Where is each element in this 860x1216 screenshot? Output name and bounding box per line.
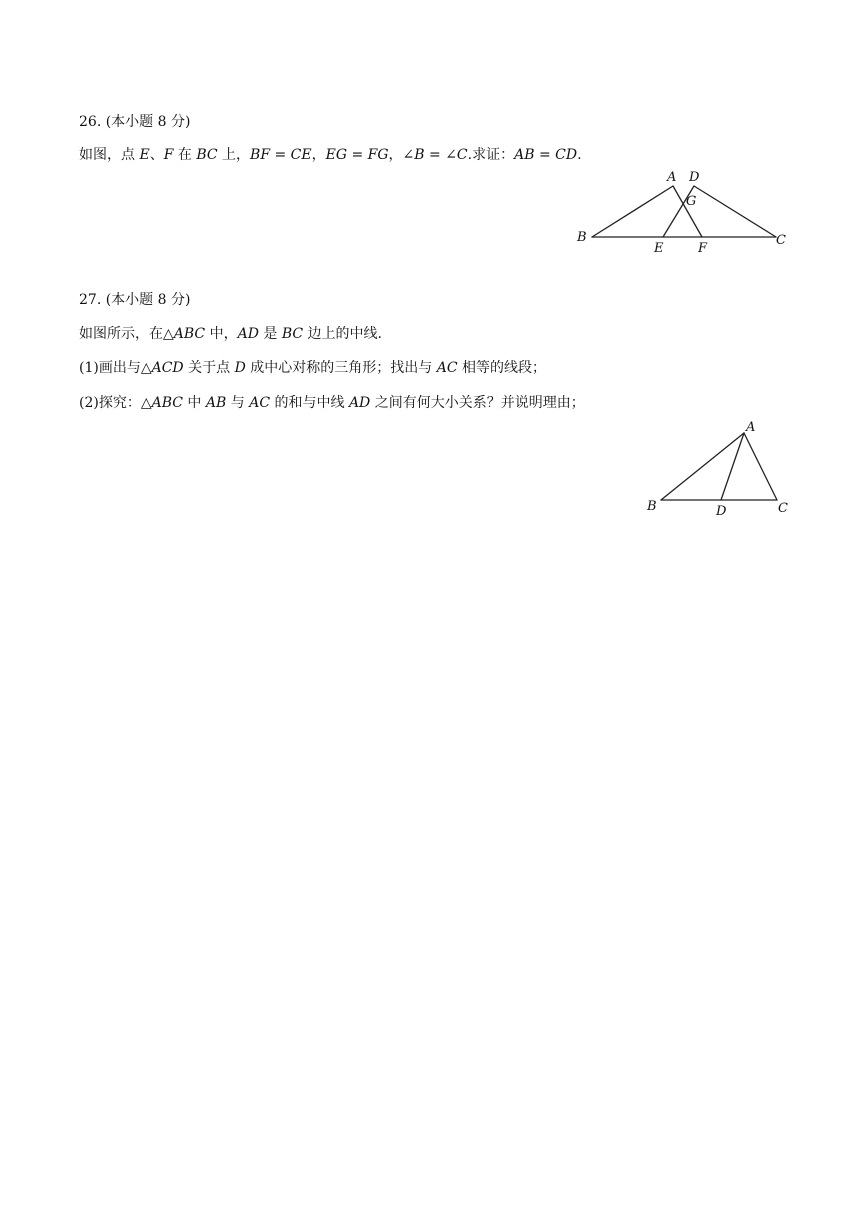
segment-BA [661,433,744,500]
q27-part2-math: AC [249,395,271,411]
point-label-D: D [689,170,700,185]
q26-heading: 26. (本小题 8 分) [79,114,191,130]
q26-stem-text: .求证： [467,147,515,163]
segment-BA [592,186,673,237]
q27-figure [640,415,800,520]
q27-stem-text: 如图所示，在 [79,326,163,342]
point-label-D: D [716,504,727,519]
q27-part1-text: 关于点 [183,360,235,376]
point-label-A: A [667,170,677,185]
q26-stem-text: ， [388,147,403,163]
q27-part2-math: AB [205,395,227,411]
q27-stem [79,325,382,343]
q27-stem-math: BC [281,326,304,342]
q26-stem-math: BC [196,147,218,163]
q27-part1-math: AC [436,360,458,376]
segment-DC [694,186,776,237]
q26-stem [79,146,582,164]
q27-stem-text: 中， [205,326,238,342]
q26-stem-text: 在 [173,147,197,163]
q26-stem-math: AB = CD [514,147,578,163]
q26-stem-math: BF = CE [250,147,312,163]
point-label-B: B [577,230,587,245]
q26-stem-math: F [163,147,174,163]
point-label-C: C [778,501,788,516]
point-label-C: C [776,233,786,248]
q26-figure [570,165,800,260]
q27-part2-math: AD [348,395,371,411]
segment-AC [744,433,777,500]
q27-part1-text: 成中心对称的三角形；找出与 [245,360,437,376]
point-label-B: B [647,499,657,514]
q26-stem-math: EG = FG [325,147,389,163]
point-label-G: G [686,194,697,209]
q27-part2-text: 与 [226,395,250,411]
q27-stem-math: AD [237,326,259,342]
q26-stem-text: 如图，点 [79,147,140,163]
q27-part2-math: △ABC [140,395,183,411]
q27-stem-text: 边上的中线. [303,326,383,342]
q26-stem-text: . [577,147,582,163]
q27-part1-math: D [234,360,246,376]
q27-part2-text: 中 [182,395,206,411]
q27-part2-text: (2)探究： [79,395,141,411]
q26-stem-math: E [139,147,150,163]
q26-stem-text: ， [311,147,326,163]
q26-stem-text: 上， [217,147,251,163]
point-label-F: F [698,241,708,256]
q27-heading: 27. (本小题 8 分) [79,292,191,308]
q27-stem-math: △ABC [163,326,206,342]
q27-part1 [79,359,546,377]
q27-stem-text: 是 [258,326,282,342]
q27-part2-text: 的和与中线 [270,395,349,411]
q26-stem-text: 、 [149,147,164,163]
point-label-A: A [746,420,756,435]
q27-part1-text: 相等的线段； [457,360,546,376]
q27-part2-text: 之间有何大小关系？并说明理由； [370,395,585,411]
point-label-E: E [654,241,664,256]
q26-stem-math: ∠B = ∠C [402,147,468,163]
q27-part1-math: △ACD [140,360,184,376]
q27-part1-text: (1)画出与 [79,360,141,376]
q27-part2 [79,394,585,412]
